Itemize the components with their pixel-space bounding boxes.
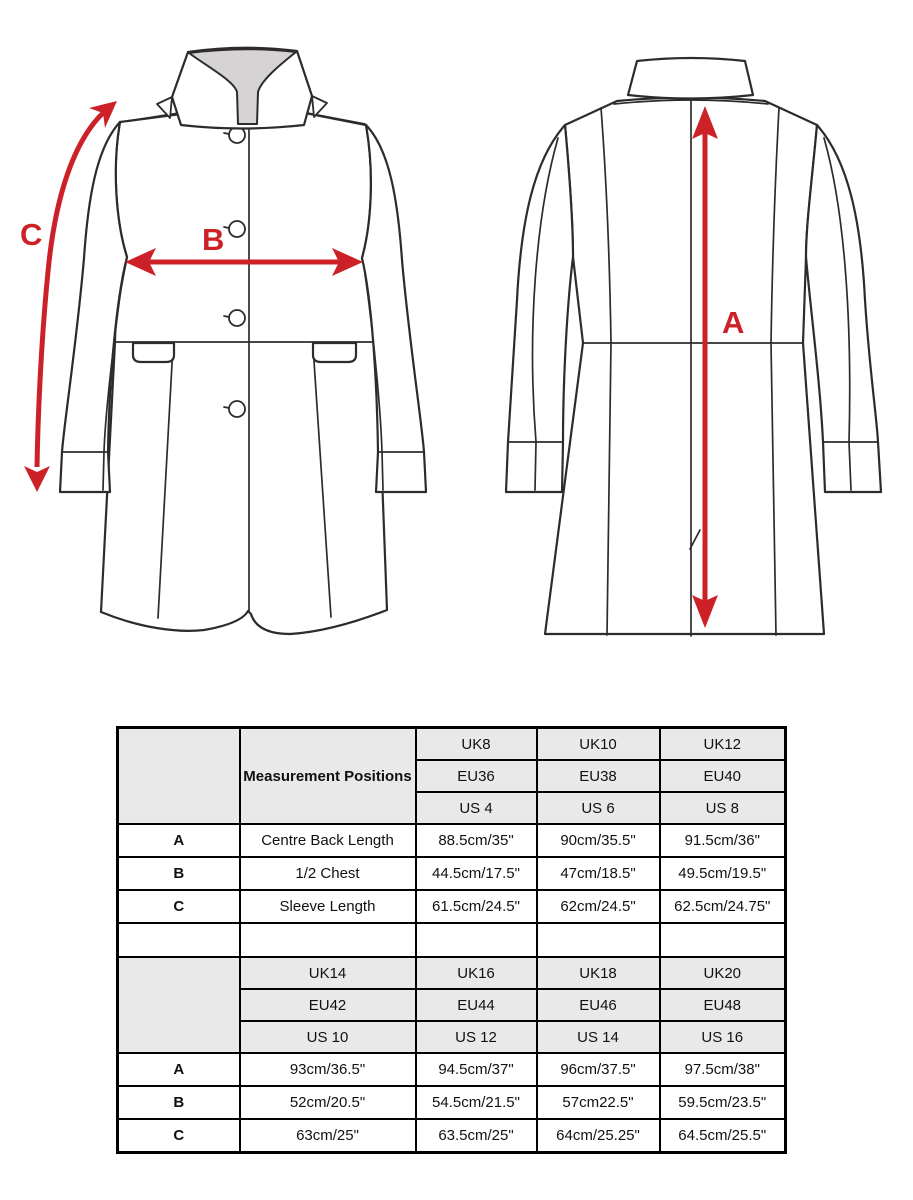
measurement-value-cell: 59.5cm/23.5" <box>660 1086 786 1119</box>
size-label-cell: UK8 <box>416 728 537 761</box>
table-row <box>118 1053 786 1086</box>
measurement-value-cell: 64.5cm/25.5" <box>660 1119 786 1153</box>
size-label-cell: US 14 <box>537 1021 660 1053</box>
row-letter-cell: B <box>118 857 240 890</box>
row-letter-cell: C <box>118 890 240 923</box>
back-body-outline <box>545 98 824 635</box>
coat-front-view-drawing <box>60 48 426 634</box>
sleeve-length-label: C <box>20 217 43 252</box>
back-sleeve-left <box>506 125 573 492</box>
back-collar <box>614 58 768 104</box>
pocket-flap-left <box>133 343 174 362</box>
measurement-position-cell: 1/2 Chest <box>240 857 416 890</box>
spacer-cell <box>416 923 537 957</box>
size-label-cell: EU38 <box>537 760 660 792</box>
front-collar <box>157 48 327 129</box>
table-row <box>118 824 786 857</box>
spacer-cell <box>118 923 240 957</box>
size-label-cell: EU40 <box>660 760 786 792</box>
corner-cell <box>118 957 240 1053</box>
row-letter-cell: B <box>118 1086 240 1119</box>
spacer-cell <box>240 923 416 957</box>
size-label-cell: EU36 <box>416 760 537 792</box>
table-row <box>118 890 786 923</box>
group1-header-row-uk <box>118 728 786 761</box>
centre-back-length-label: A <box>722 305 745 340</box>
measurement-value-cell: 64cm/25.25" <box>537 1119 660 1153</box>
size-label-cell: EU48 <box>660 989 786 1021</box>
spacer-row <box>118 923 786 957</box>
measurement-value-cell: 94.5cm/37" <box>416 1053 537 1086</box>
measurement-value-cell: 61.5cm/24.5" <box>416 890 537 923</box>
measurement-value-cell: 63.5cm/25" <box>416 1119 537 1153</box>
measurement-value-cell: 91.5cm/36" <box>660 824 786 857</box>
size-label-cell: UK14 <box>240 957 416 989</box>
measurement-value-cell: 44.5cm/17.5" <box>416 857 537 890</box>
size-label-cell: US 12 <box>416 1021 537 1053</box>
size-label-cell: UK16 <box>416 957 537 989</box>
half-chest-label: B <box>202 222 225 257</box>
spacer-cell <box>660 923 786 957</box>
back-sleeve-right <box>806 125 881 492</box>
measurement-value-cell: 62.5cm/24.75" <box>660 890 786 923</box>
size-label-cell: EU44 <box>416 989 537 1021</box>
measurement-value-cell: 93cm/36.5" <box>240 1053 416 1086</box>
row-letter-cell: A <box>118 824 240 857</box>
measurement-value-cell: 62cm/24.5" <box>537 890 660 923</box>
arrow-c-head-bottom <box>24 466 50 492</box>
size-label-cell: UK12 <box>660 728 786 761</box>
size-label-cell: US 10 <box>240 1021 416 1053</box>
corner-cell <box>118 728 240 825</box>
measurement-value-cell: 96cm/37.5" <box>537 1053 660 1086</box>
measurement-position-cell: Sleeve Length <box>240 890 416 923</box>
measurement-value-cell: 54.5cm/21.5" <box>416 1086 537 1119</box>
measurement-value-cell: 49.5cm/19.5" <box>660 857 786 890</box>
size-label-cell: US 16 <box>660 1021 786 1053</box>
size-label-cell: UK10 <box>537 728 660 761</box>
size-label-cell: UK20 <box>660 957 786 989</box>
group2-header-row-uk <box>118 957 786 989</box>
measurement-value-cell: 97.5cm/38" <box>660 1053 786 1086</box>
size-label-cell: US 8 <box>660 792 786 824</box>
measurement-positions-header: Measurement Positions <box>240 728 416 825</box>
size-label-cell: EU42 <box>240 989 416 1021</box>
table-row <box>118 1086 786 1119</box>
size-chart <box>116 726 787 1154</box>
spacer-cell <box>537 923 660 957</box>
size-label-cell: US 6 <box>537 792 660 824</box>
size-chart-table <box>116 726 787 1154</box>
front-body-outline <box>101 110 387 634</box>
size-label-cell: US 4 <box>416 792 537 824</box>
row-letter-cell: C <box>118 1119 240 1153</box>
pocket-flap-right <box>313 343 356 362</box>
measurement-value-cell: 52cm/20.5" <box>240 1086 416 1119</box>
size-label-cell: UK18 <box>537 957 660 989</box>
measurement-position-cell: Centre Back Length <box>240 824 416 857</box>
measurement-value-cell: 88.5cm/35" <box>416 824 537 857</box>
measurement-value-cell: 47cm/18.5" <box>537 857 660 890</box>
measurement-value-cell: 57cm22.5" <box>537 1086 660 1119</box>
measurement-value-cell: 63cm/25" <box>240 1119 416 1153</box>
table-row <box>118 857 786 890</box>
size-label-cell: EU46 <box>537 989 660 1021</box>
row-letter-cell: A <box>118 1053 240 1086</box>
measurement-value-cell: 90cm/35.5" <box>537 824 660 857</box>
coat-back-view-drawing <box>506 58 881 636</box>
table-row <box>118 1119 786 1153</box>
